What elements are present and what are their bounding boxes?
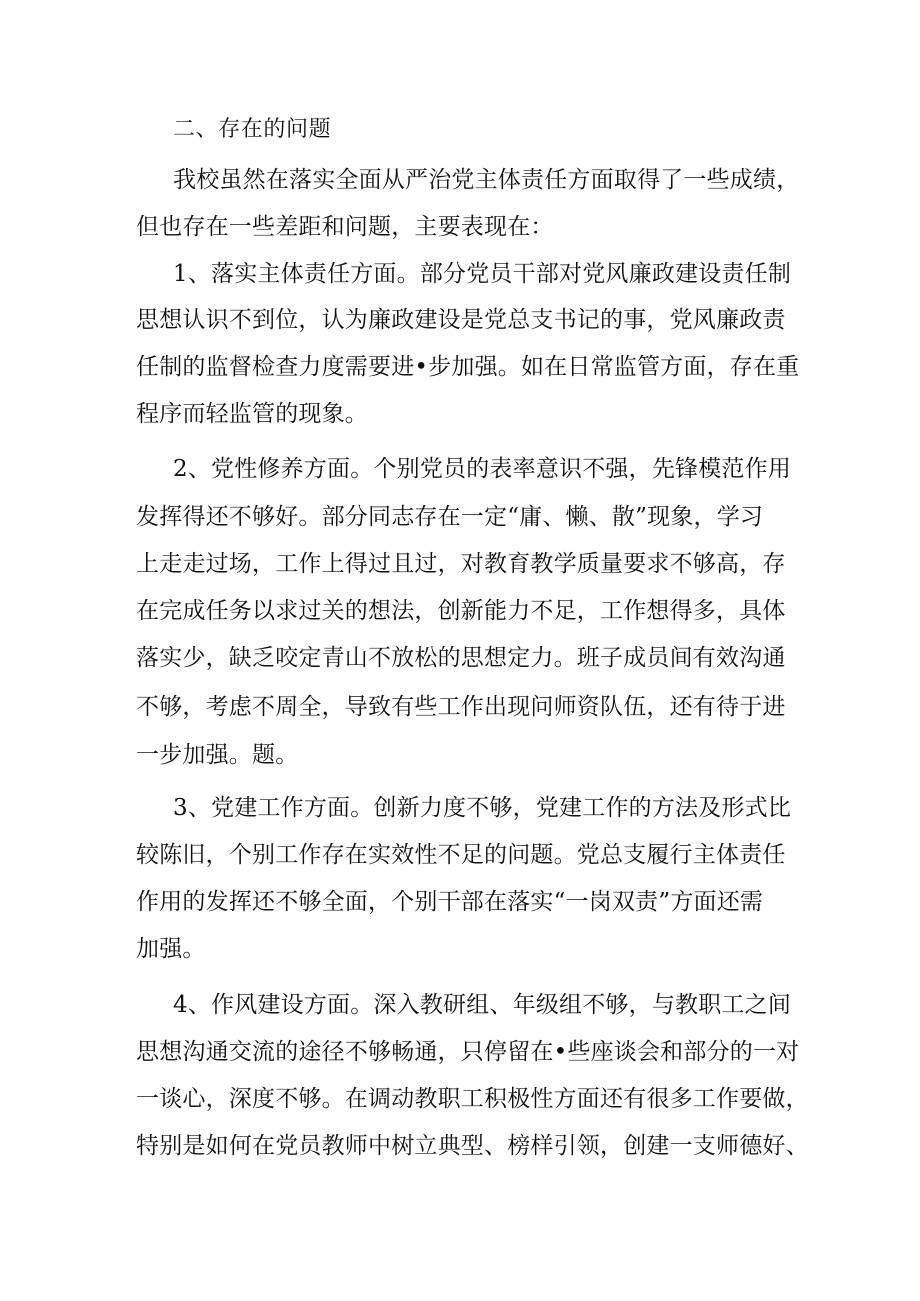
- item-line: 2、党性修养方面。个别党员的表率意识不强，先锋模范作用: [173, 456, 792, 482]
- item-line: 程序而轻监管的现象。: [136, 401, 368, 427]
- item-line: 一谈心，深度不够。在调动教职工积极性方面还有很多工作要做，: [136, 1086, 809, 1112]
- item-line: 落实少，缺乏咬定青山不放松的思想定力。班子成员间有效沟通: [136, 645, 786, 671]
- item-line: 4、作风建设方面。深入教研组、年级组不够，与教职工之间: [173, 992, 792, 1018]
- item-line: 3、党建工作方面。创新力度不够，党建工作的方法及形式比: [173, 795, 792, 821]
- item-line: 思想沟通交流的途径不够畅通，只停留在•些座谈会和部分的一对: [136, 1039, 800, 1065]
- section-heading: 二、存在的问题: [173, 117, 332, 142]
- intro-line: 但也存在一些差距和问题，主要表现在：: [136, 214, 554, 240]
- item-line: 不够，考虑不周全，导致有些工作出现问师资队伍，还有待于进: [136, 694, 786, 720]
- item-line: 加强。: [136, 936, 206, 962]
- item-line: 作用的发挥还不够全面，个别干部在落实“一岗双责”方面还需: [136, 889, 764, 915]
- item-line: 任制的监督检查力度需要进•步加强。如在日常监管方面，存在重: [136, 354, 800, 380]
- item-line: 在完成任务以求过关的想法，创新能力不足，工作想得多，具体: [136, 598, 786, 624]
- item-line: 较陈旧，个别工作存在实效性不足的问题。党总支履行主体责任: [136, 842, 786, 868]
- item-line: 1、落实主体责任方面。部分党员干部对党风廉政建设责任制: [173, 261, 792, 287]
- item-line: 特别是如何在党员教师中树立典型、榜样引领，创建一支师德好、: [136, 1133, 809, 1159]
- item-line: 思想认识不到位，认为廉政建设是党总支书记的事，党风廉政责: [136, 307, 786, 333]
- item-line: 上走走过场，工作上得过且过，对教育教学质量要求不够高，存: [136, 551, 786, 577]
- item-line: 发挥得还不够好。部分同志存在一定“庸、懒、散”现象，学习: [136, 504, 764, 530]
- item-line: 一步加强。题。: [136, 742, 299, 768]
- intro-line: 我校虽然在落实全面从严治党主体责任方面取得了一些成绩，: [173, 167, 800, 193]
